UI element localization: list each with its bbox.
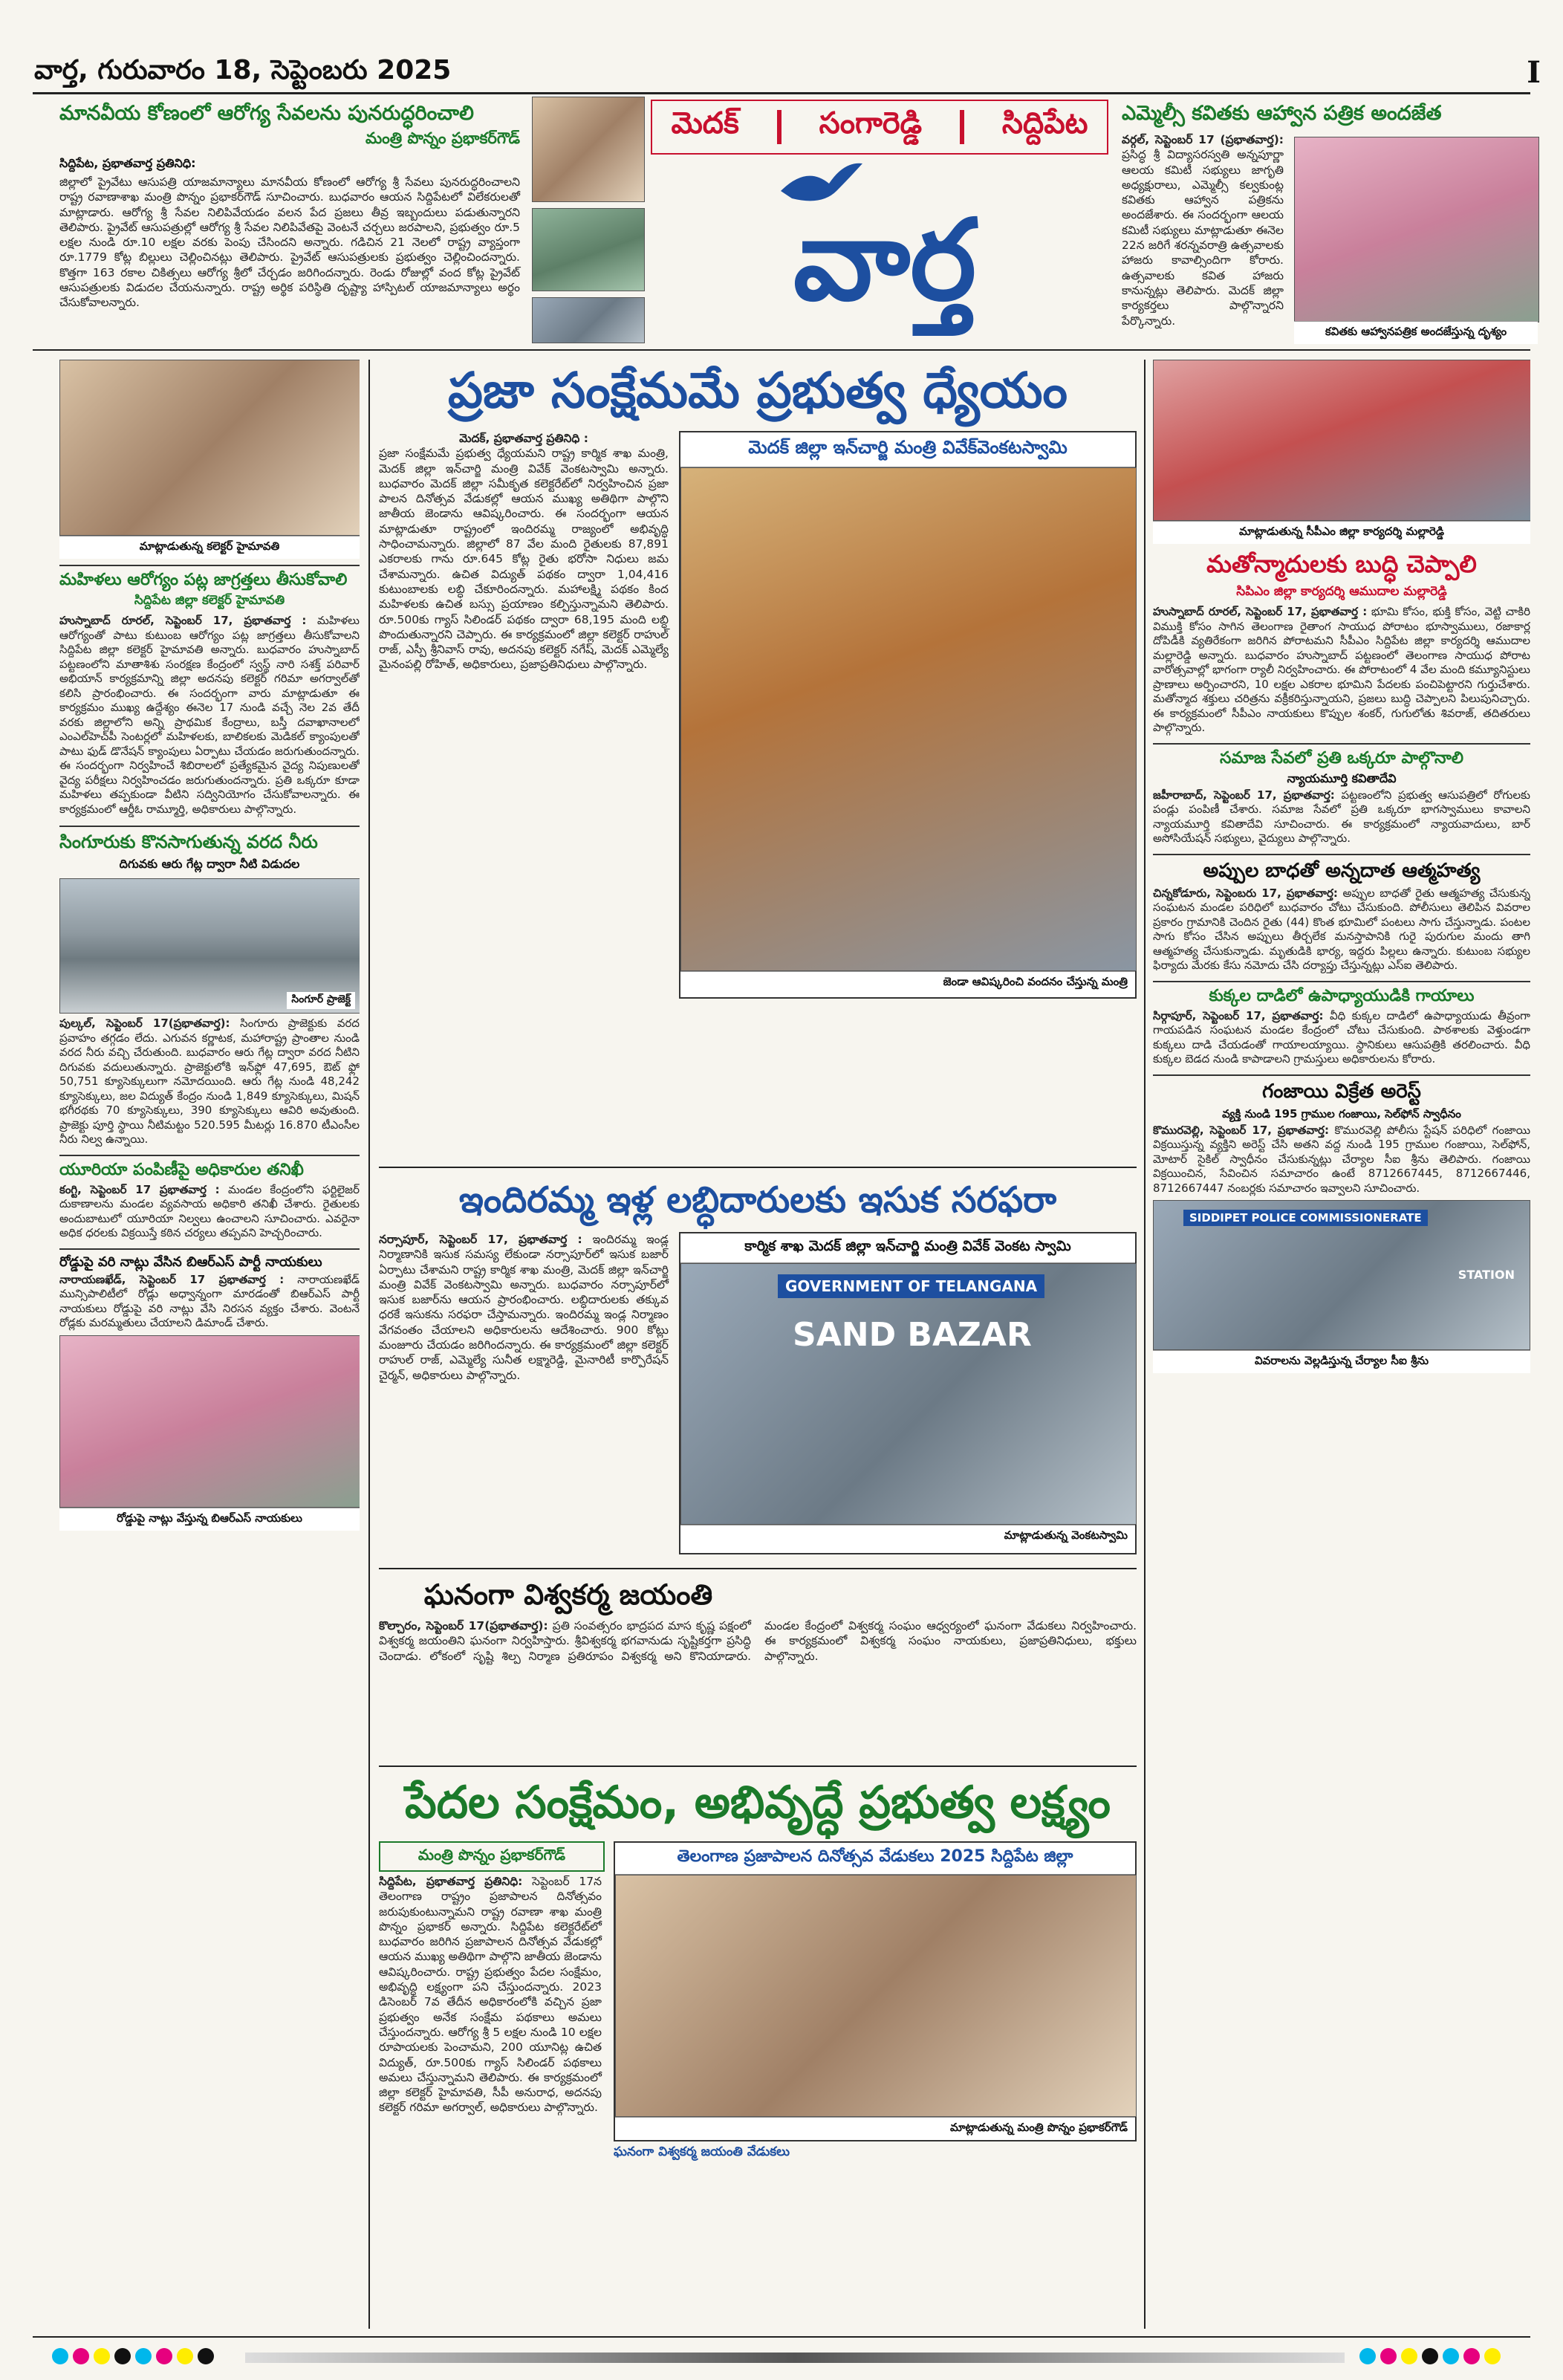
right-story4-dateline: సిర్గాపూర్, సెప్టెంబర్ 17, ప్రభాతవార్త:: [1153, 1008, 1324, 1022]
page-marker: I: [1527, 55, 1541, 90]
masthead-logo: వార్త: [793, 195, 977, 325]
third-subcaption: ఘనంగా విశ్వకర్మ జయంతి వేడుకలు: [614, 2144, 790, 2159]
right-story2-subhead: న్యాయమూర్తి కవితాదేవి: [1287, 771, 1397, 785]
flag-hoisting-photo: [680, 467, 1137, 971]
story3-headline: యూరియా పంపిణీపై అధికారుల తనిఖీ: [59, 1155, 360, 1183]
story1-headline: మహిళలు ఆరోగ్యం పట్ల జాగ్రత్తలు తీసుకోవాలి: [59, 565, 360, 593]
second-photo-banner: కార్మిక శాఖ మెదక్ జిల్లా ఇన్‌చార్జి మంత్రి వివేక్ వెంకట స్వామి: [680, 1233, 1135, 1263]
story4-dateline: నారాయణఖేడ్, సెప్టెంబర్ 17 ప్రభాతవార్త :: [59, 1272, 285, 1286]
right-column-rule: [1144, 360, 1146, 2329]
third-photo-caption: మాట్లాడుతున్న మంత్రి పొన్నం ప్రభాకర్‌గౌడ్: [615, 2117, 1135, 2140]
vishwakarma-story: [379, 1574, 1137, 1760]
third-headline: పేదల సంక్షేమం, అభివృద్ధే ప్రభుత్వ లక్ష్యం: [405, 1777, 1111, 1829]
district-band: [651, 100, 1108, 155]
right-story3-body: అప్పుల బాధతో రైతు ఆత్మహత్య చేసుకున్న సంఘటన మండల పరిధిలో బుధవారం చోటు చేసుకుంది. పోలీసులు తెలిపిన వివరాల ప్రకారం గ్రామానికి చెందిన రైతు (44) కొంత భూమిలో పంటలు సాగు చేస్తున్నాడు. పంటల సాగు కోసం చేసిన అప్పులు తీర్చలేక మనస్తాపానికి గురై పురుగుల మందు తాగి ఆత్మహత్య చేసుకున్నాడు. మృతుడికి భార్య, ఇద్దరు పిల్లలు ఉన్నారు. కుటుంబ సభ్యుల ఫిర్యాదు మేరకు కేసు నమోదు చేసి దర్యాప్తు చేస్తున్నట్లు ఎస్ఐ తెలిపారు.: [1153, 886, 1530, 972]
police-banner: SIDDIPET POLICE COMMISSIONERATE: [1183, 1210, 1428, 1226]
right-story3-headline: అప్పుల బాధతో అన్నదాత ఆత్మహత్య: [1153, 854, 1530, 886]
story2-subhead: దిగువకు ఆరు గేట్ల ద్వారా నీటి విడుదల: [119, 857, 300, 871]
stage-banner: GOVERNMENT OF TELANGANA: [778, 1274, 1044, 1298]
story4-headline: రోడ్డుపై వరి నాట్లు వేసిన బిఆర్ఎస్ పార్టీ నాయకులు: [59, 1248, 360, 1273]
dateline: సిద్దిపేట, ప్రభాతవార్త ప్రతినిధి:: [59, 156, 196, 170]
story3-dateline: కంగ్టి, సెప్టెంబర్ 17 ప్రభాతవార్త :: [59, 1182, 220, 1196]
story1-dateline: హుస్నాబాద్ రూరల్, సెప్టెంబర్ 17, ప్రభాతవార్త :: [59, 614, 307, 627]
second-body: ఇందిరమ్మ ఇండ్ల నిర్మాణానికి ఇసుక సమస్య లేకుండా నర్సాపూర్‌లో ఇసుక బజార్ ఏర్పాటు చేశామని రాష్ట్ర కార్మిక శాఖ మంత్రి, మెదక్ జిల్లా ఇన్‌చార్జి మంత్రి వివేక్ వెంకటస్వామి అన్నారు. బుధవారం నర్సాపూర్‌లో ఇసుక బజార్‌ను ఆయన ప్రారంభించారు. లబ్ధిదారులకు తక్కువ ధరకే ఇసుకను సరఫరా చేస్తామన్నారు. ఇందిరమ్మ ఇండ్ల నిర్మాణం వేగవంతం చేయాలని అధికారులను ఆదేశించారు. 900 కోట్లు మంజూరు చేయడం జరిగిందన్నారు. ఈ కార్యక్రమంలో జిల్లా కలెక్టర్ రాహుల్ రాజ్, ఎమ్మెల్యే సునీత లక్ష్మారెడ్డి, మైనారిటీ కార్పొరేషన్ చైర్మన్, అధికారులు పాల్గొన్నారు.: [379, 1233, 669, 1382]
right-story1-dateline: హుస్నాబాద్ రూరల్, సెప్టెంబర్ 17, ప్రభాతవార్త :: [1153, 605, 1368, 618]
third-photo-banner: తెలంగాణ ప్రజాపాలన దినోత్సవ వేడుకలు 2025 సిద్దిపేట జిల్లా: [615, 1843, 1135, 1875]
right-story2-headline: సమాజ సేవలో ప్రతి ఒక్కరూ పాల్గొనాలి: [1153, 743, 1530, 771]
temple-photo: [532, 97, 645, 202]
story4-body: నారాయణఖేడ్ మున్సిపాలిటీలో రోడ్లు అధ్వాన్నంగా మారడంతో బిఆర్ఎస్ పార్టీ నాయకులు రోడ్డుపై వరి నాట్లు వేసి నిరసన వ్యక్తం చేశారు. వెంటనే రోడ్లకు మరమ్మతులు చేయాలని డిమాండ్ చేశారు.: [59, 1272, 360, 1329]
center-rule-2: [379, 1568, 1137, 1569]
third-subhead: మంత్రి పొన్నం ప్రభాకర్‌గౌడ్: [379, 1841, 605, 1872]
right-story2-body: పట్టణంలోని ప్రభుత్వ ఆసుపత్రిలో రోగులకు పండ్లు పంపిణీ చేశారు. సమాజ సేవలో ప్రతి ఒక్కరూ భాగస్వాములు కావాలని న్యాయమూర్తి కవితాదేవి సూచించారు. ఈ కార్యక్రమంలో న్యాయవాదులు, బార్ అసోసియేషన్ సభ్యులు, వైద్యులు పాల్గొన్నారు.: [1153, 788, 1530, 845]
color-registration-right: [1359, 2348, 1505, 2367]
second-photo-caption: మాట్లాడుతున్న వెంకటస్వామి: [680, 1525, 1135, 1548]
color-registration-left: [52, 2348, 218, 2367]
second-dateline: నర్సాపూర్, సెప్టెంబర్ 17, ప్రభాతవార్త :: [379, 1233, 582, 1246]
right-photo5-caption: వివరాలను వెల్లడిస్తున్న చేర్యాల సీఐ శ్రీను: [1153, 1350, 1530, 1373]
right-story1-subhead: సిపిఎం జిల్లా కార్యదర్శి ఆముదాల మల్లారెడ్డి: [1236, 584, 1447, 599]
footer-rule: [33, 2336, 1530, 2338]
center-rule-3: [379, 1765, 1137, 1767]
vishwakarma-body: ప్రతి సంవత్సరం భాద్రపద మాస కృష్ణ పక్షంలో విశ్వకర్మ జయంతిని ఘనంగా నిర్వహిస్తారు. శ్రీవిశ్వకర్మ భగవానుడు సృష్టికర్తగా ప్రసిద్ధి చెందాడు. లోకంలో సృష్టి శిల్ప నిర్మాణ ప్రతిరూపం విశ్వకర్మ అని కొనియాడారు. మండల కేంద్రంలో విశ్వకర్మ సంఘం ఆధ్వర్యంలో ఘనంగా వేడుకలు నిర్వహించారు. ఈ కార్యక్రమంలో విశ్వకర్మ సంఘం నాయకులు, ప్రజాప్రతినిధులు, భక్తులు పాల్గొన్నారు.: [379, 1619, 1137, 1663]
lead-headline: ప్రజా సంక్షేమమే ప్రభుత్వ ధ్యేయం: [447, 362, 1068, 419]
story2-dateline: పుల్కల్, సెప్టెంబర్ 17(ప్రభాతవార్త):: [59, 1016, 230, 1030]
top-right-story: [1122, 101, 1538, 338]
right-photo1-caption: మాట్లాడుతున్న సీపీఎం జిల్లా కార్యదర్శి మల్లారెడ్డి: [1153, 521, 1530, 544]
story2-body: సింగూరు ప్రాజెక్టుకు వరద ప్రవాహం తగ్గడం లేదు. ఎగువన కర్ణాటక, మహారాష్ట్ర ప్రాంతాల నుండి వరద నీరు వచ్చి చేరుతుంది. బుధవారం ఆరు గేట్ల ద్వారా వరద నీటిని దిగువకు వదులుతున్నారు. ప్రాజెక్టులోకి ఇన్‌ఫ్లో 47,695, ఔట్ ఫ్లో 50,751 క్యూసెక్కులుగా నమోదయింది. ఆరు గేట్ల నుండి 48,242 క్యూసెక్కులు, జల విద్యుత్ కేంద్రం నుండి 1,849 క్యూసెక్కులు, మిషన్ భగీరథకు 70 క్యూసెక్కులు, 390 క్యూసెక్కులు ఆవిరి అవుతుంది. ప్రాజెక్టు పూర్తి స్థాయి నీటిమట్టం 520.595 మీటర్లు 16.870 టీఎంసీల నీరు నిల్వ ఉన్నాయి.: [59, 1016, 360, 1146]
dam-photo-caption: సింగూర్ ప్రాజెక్ట్: [287, 992, 355, 1009]
headline: మానవీయ కోణంలో ఆరోగ్య సేవలను పునరుద్ధరించాలి: [59, 102, 474, 125]
story1-subhead: సిద్దిపేట జిల్లా కలెక్టర్ హైమావతి: [134, 593, 285, 608]
greyscale-bar: [245, 2353, 1345, 2363]
third-body: సెప్టెంబర్ 17న తెలంగాణ రాష్ట్రం ప్రజాపాలన దినోత్సవం జరుపుకుంటున్నామని రాష్ట్ర రవాణా శాఖ మంత్రి పొన్నం ప్రభాకర్ అన్నారు. సిద్దిపేట కలెక్టరేట్‌లో బుధవారం జరిగిన ప్రజాపాలన దినోత్సవ వేడుకల్లో ఆయన ముఖ్య అతిథిగా పాల్గొని జాతీయ జెండాను ఆవిష్కరించారు. రాష్ట్ర ప్రభుత్వం పేదల సంక్షేమం, అభివృద్ధి లక్ష్యంగా పని చేస్తుందన్నారు. 2023 డిసెంబర్ 7వ తేదీన అధికారంలోకి వచ్చిన ప్రజా ప్రభుత్వం అనేక సంక్షేమ పథకాలు అమలు చేస్తుందన్నారు. ఆరోగ్య శ్రీ 5 లక్షల నుండి 10 లక్షల రూపాయలకు పెంచామని, 200 యూనిట్ల ఉచిత విద్యుత్, రూ.500కు గ్యాస్ సిలిండర్ పథకాలు అమలు చేస్తున్నామని తెలిపారు. ఈ కార్యక్రమంలో జిల్లా కలెక్టర్ హైమావతి, సీపీ అనురాధ, అదనపు కలెక్టర్ గరిమా అగర్వాల్, అధికారులు పాల్గొన్నారు.: [379, 1875, 602, 2115]
story2-headline: సింగూరుకు కొనసాగుతున్న వరద నీరు: [59, 826, 360, 857]
third-dateline: సిద్దిపేట, ప్రభాతవార్త ప్రతినిధి:: [379, 1875, 523, 1888]
police-sub: STATION: [1458, 1268, 1515, 1282]
masthead: [532, 97, 1111, 342]
monument-photo: [532, 297, 645, 343]
stage-word: SAND BAZAR: [793, 1316, 1032, 1354]
vishwakarma-headline: ఘనంగా విశ్వకర్మ జయంతి: [423, 1578, 713, 1611]
third-story: [379, 1773, 1137, 2329]
district-medak: మెదక్: [671, 106, 739, 140]
kavitha-photo: [1294, 137, 1539, 322]
story1-body: మహిళలు ఆరోగ్యంతో పాటు కుటుంబ ఆరోగ్యం పట్ల జాగ్రత్తలు తీసుకోవాలని సిద్దిపేట జిల్లా కలెక్టర్ హైమావతి అన్నారు. బుధవారం హుస్నాబాద్ పట్టణంలోని మాతాశిశు సంరక్షణ కేంద్రంలో స్వస్థ్ నారి సశక్త్ పరివార్ అభియాన్ కార్యక్రమాన్ని జిల్లా అదనపు కలెక్టర్ గరిమా అగర్వాల్‌తో కలిసి ప్రారంభించారు. ఈ సందర్భంగా వారు మాట్లాడుతూ ఈ కార్యక్రమం ముఖ్య ఉద్దేశ్యం ఈనెల 17 నుండి వచ్చే నెల 2వ తేదీ వరకు జిల్లాలోని అన్ని ప్రాథమిక కేంద్రాలు, బస్తీ దవాఖానాలలో ఎంఎల్‌హెచ్‌పీ సెంటర్లలో మహిళలకు, బాలికలకు మెడికల్ క్యాంపులతో పాటు ఫుడ్ డొనేషన్ క్యాంపులు ఏర్పాటు చేయడం జరుగుతుందన్నారు. ఈ సందర్భంగా నిర్వహించే శిబిరాలలో ప్రత్యేకమైన వైద్య నిపుణులతో వైద్య పరీక్షలు నిర్వహించడం జరుగుతుందన్నారు. ప్రతి ఒక్కరూ కూడా మహిళలు తప్పకుండా వీటిని సద్వినియోగం చేసుకోవాలన్నారు. ఈ కార్యక్రమంలో ఆర్డీఓ రామ్మూర్తి, అధికారులు పాల్గొన్నారు.: [59, 614, 360, 816]
lead-story: [379, 360, 1137, 1162]
story3-body: మండల కేంద్రంలోని ఫర్టిలైజర్ దుకాణాలను మండల వ్యవసాయ అధికారి తనిఖీ చేశారు. రైతులకు అందుబాటులో యూరియా నిల్వలు ఉంచాలని సూచించారు. ఎవరైనా అధిక ధరలకు విక్రయిస్తే కఠిన చర్యలు తప్పవని హెచ్చరించారు.: [59, 1182, 360, 1239]
body: ప్రసిద్ధ శ్రీ విద్యాసరస్వతి అన్నపూర్ణా ఆలయ కమిటీ సభ్యులు జాగృతి అధ్యక్షురాలు, ఎమ్మెల్సీ కల్వకుంట్ల కవితకు ఆహ్వాన పత్రికను అందజేశారు. ఈ సందర్భంగా ఆలయ కమిటీ సభ్యులు మాట్లాడుతూ ఈనెల 22న జరిగే శరన్నవరాత్రి ఉత్సవాలకు హాజరు కావాల్సిందిగా కోరారు. ఉత్సవాలకు కవిత హాజరు కానున్నట్లు తెలిపారు. మెదక్ జిల్లా కార్యకర్తలు పాల్గొన్నారని పేర్కొన్నారు.: [1122, 148, 1284, 328]
right-story5-dateline: కొమురవెల్లి, సెప్టెంబర్ 17, ప్రభాతవార్త:: [1153, 1123, 1329, 1137]
photo-caption: కవితకు ఆహ్వానపత్రిక అందజేస్తున్న దృశ్యం: [1294, 321, 1538, 344]
dateline: వర్గల్, సెప్టెంబర్ 17 (ప్రభాతవార్త):: [1122, 133, 1284, 146]
lead-photo-box: [679, 431, 1137, 999]
top-left-story: [59, 101, 520, 311]
top-band-rule: [33, 349, 1530, 351]
second-story: [379, 1174, 1137, 1560]
third-photo-box: [614, 1841, 1137, 2141]
right-story5-headline: గంజాయి విక్రేత అరెస్ట్: [1153, 1074, 1530, 1107]
right-column: [1153, 360, 1530, 2329]
left-column-rule: [368, 360, 370, 2329]
header-rule: [33, 92, 1530, 94]
district-sangareddy: సంగారెడ్డి: [819, 106, 923, 140]
right-story4-headline: కుక్కల దాడిలో ఉపాధ్యాయుడికి గాయాలు: [1153, 981, 1530, 1009]
collector-photo: [59, 360, 360, 536]
story4-photo-caption: రోడ్డుపై నాట్లు వేస్తున్న బిఆర్ఎస్ నాయకులు: [59, 1508, 360, 1531]
date-line: వార్త, గురువారం 18, సెప్టెంబరు 2025: [34, 55, 452, 85]
subhead: మంత్రి పొన్నం ప్రభాకర్‌గౌడ్: [365, 129, 520, 147]
right-story2-dateline: జహీరాబాద్, సెప్టెంబర్ 17, ప్రభాతవార్త:: [1153, 788, 1335, 802]
right-story5-subhead: వ్యక్తి నుండి 195 గ్రాముల గంజాయి, సెల్‌ఫోన్ స్వాధీనం: [1222, 1106, 1461, 1121]
paddy-protest-photo: [59, 1335, 360, 1508]
cpm-rally-photo: [1153, 360, 1530, 521]
right-story1-body: భూమి కోసం, భుక్తి కోసం, వెట్టి చాకిరి విముక్తి కోసం సాగిన తెలంగాణ రైతాంగ సాయుధ పోరాటం భూస్వాములు, రజాకార్ల దోపిడీకి వ్యతిరేకంగా జరిగిన పోరాటమని సీపీఎం సిద్దిపేట జిల్లా కార్యదర్శి ఆముదాల మల్లారెడ్డి అన్నారు. బుధవారం హుస్నాబాద్ పట్టణంలో తెలంగాణ సాయుధ పోరాట వారోత్సవాల్లో భాగంగా ర్యాలీ నిర్వహించారు. ఈ పోరాటంలో 4 వేల మంది కమ్యూనిస్టులు ప్రాణాలు అర్పించారని, 10 లక్షల ఎకరాల భూమిని పేదలకు పంచిపెట్టారని గుర్తుచేశారు. మతోన్మాద శక్తులు చరిత్రను వక్రీకరిస్తున్నాయని, ప్రజలు బుద్ధి చెప్పాలని పిలుపునిచ్చారు. ఈ కార్యక్రమంలో సీపీఎం నాయకులు కొప్పుల శంకర్, గుగులోతు శివరాజ్, తదితరులు పాల్గొన్నారు.: [1153, 605, 1530, 734]
vishwakarma-dateline: కొల్చారం, సెప్టెంబర్ 17(ప్రభాతవార్త):: [379, 1619, 548, 1632]
photo1-caption: మాట్లాడుతున్న కలెక్టర్ హైమావతి: [59, 536, 360, 559]
siddipet-stage-photo: [615, 1875, 1137, 2117]
district-siddipet: సిద్దిపేట: [1001, 106, 1088, 140]
lead-dateline: మెదక్, ప్రభాతవార్త ప్రతినిధి :: [459, 432, 588, 445]
sand-bazar-photo: [680, 1263, 1137, 1525]
right-story5-body: కొమురవెల్లి పోలీసు స్టేషన్ పరిధిలో గంజాయి విక్రయిస్తున్న వ్యక్తిని అరెస్ట్ చేసి అతని వద్ద నుండి 195 గ్రాముల గంజాయి, సెల్‌ఫోన్, మోటార్ సైకిల్ స్వాధీనం చేసుకున్నట్లు చేర్యాల సీఐ శ్రీను తెలిపారు. గంజాయి విక్రయించిన, సేవించిన సమాచారం ఉంటే 8712667445, 8712667446, 8712667447 నంబర్లకు సమాచారం ఇవ్వాలని సూచించారు.: [1153, 1123, 1530, 1195]
second-headline: ఇందిరమ్మ ఇళ్ల లబ్ధిదారులకు ఇసుక సరఫరా: [458, 1179, 1057, 1221]
lead-photo-caption: జెండా ఆవిష్కరించి వందనం చేస్తున్న మంత్రి: [680, 971, 1135, 994]
body: జిల్లాలో ప్రైవేటు ఆసుపత్రి యాజమాన్యాలు మానవీయ కోణంలో ఆరోగ్య శ్రీ సేవలు పునరుద్ధరించాలని రాష్ట్ర రవాణాశాఖ మంత్రి పొన్నం ప్రభాకర్‌గౌడ్ సూచించారు. బుధవారం ఆయన సిద్దిపేటలో విలేకరులతో మాట్లాడారు. ఆరోగ్య శ్రీ సేవల నిలిపివేయడం వలన పేద ప్రజలు తీవ్ర ఇబ్బందులు పడుతున్నారని తెలిపారు. ప్రైవేట్ ఆసుపత్రుల్లో ఆరోగ్య శ్రీ సేవల నిలిపివేతపై వెంటనే చర్చలు జరపాలని, ప్రభుత్వం రూ.5 లక్షల నుండి రూ.10 లక్షల వరకు పెంపు చేసిందని అన్నారు. గడిచిన 21 నెలలో రాష్ట్ర వ్యాప్తంగా రూ.1779 కోట్ల బిల్లులు చెల్లించినట్లు తెలిపారు. ప్రైవేట్ ఆసుపత్రులకు ప్రభుత్వం చెల్లించిందన్నారు. కొత్తగా 163 రకాల చికిత్సలు ఆరోగ్య శ్రీలో చేర్చడం జరిగిందన్నారు. రెండు రోజుల్లో వంద కోట్ల ప్రైవేట్ ఆసుపత్రులకు విడుదల చేయనున్నారు. రాష్ట్ర అర్థిక పరిస్థితి దృష్ట్యా హాస్పిటల్ యాజమాన్యాలు అర్థం చేసుకోవాలన్నారు.: [59, 175, 520, 310]
left-column: [59, 360, 360, 2329]
lead-body: ప్రజా సంక్షేమమే ప్రభుత్వ ధ్యేయమని రాష్ట్ర కార్మిక శాఖ మంత్రి, మెదక్ జిల్లా ఇన్‌చార్జి మంత్రి వివేక్ వెంకటస్వామి అన్నారు. బుధవారం మెదక్ జిల్లా సమీకృత కలెక్టరేట్‌లో నిర్వహించిన ప్రజా పాలన దినోత్సవ వేడుకల్లో ఆయన ముఖ్య అతిథిగా పాల్గొని జాతీయ జెండాను ఆవిష్కరించారు. ఈ సందర్భంగా ఆయన మాట్లాడుతూ రాష్ట్రంలో ఇందిరమ్మ రాజ్యంలో అభివృద్ధి సాధించామన్నారు. జిల్లాలో 87 వేల మంది రైతులకు 87,891 ఎకరాలకు గాను రూ.645 కోట్ల రైతు భరోసా నిధులు జమ చేశామన్నారు. ఉచిత విద్యుత్ పథకం ద్వారా 1,04,416 కుటుంబాలకు లబ్ధి చేకూరిందన్నారు. మహాలక్ష్మి పథకం కింద మహిళలకు ఉచిత బస్సు ప్రయాణం కల్పిస్తున్నామని తెలిపారు. రూ.500కు గ్యాస్ సిలిండర్ పథకం ద్వారా 68,195 మంది లబ్ధి పొందుతున్నారని చెప్పారు. ఈ కార్యక్రమంలో జిల్లా కలెక్టర్ రాహుల్ రాజ్, ఎస్పీ శ్రీనివాస్ రావు, అదనపు కలెక్టర్ నగేష్, మెదక్ ఎమ్మెల్యే మైనంపల్లి రోహిత్, అధికారులు, ప్రజాప్రతినిధులు పాల్గొన్నారు.: [379, 447, 669, 672]
right-story3-dateline: చిన్నకోడూరు, సెప్టెంబరు 17, ప్రభాతవార్త:: [1153, 886, 1338, 900]
center-rule-1: [379, 1167, 1137, 1168]
lead-photo-banner: మెదక్ జిల్లా ఇన్‌చార్జి మంత్రి వివేక్‌వెంకటస్వామి: [680, 432, 1135, 467]
right-story4-body: వీధి కుక్కల దాడిలో ఉపాధ్యాయుడు తీవ్రంగా గాయపడిన సంఘటన మండల కేంద్రంలో చోటు చేసుకుంది. పాఠశాలకు వెళ్తుండగా కుక్కలు దాడి చేయడంతో గాయాలయ్యాయి. స్థానికులు ఆసుపత్రికి తరలించారు. వీధి కుక్కల బెడద నుండి కాపాడాలని గ్రామస్తులు అధికారులను కోరారు.: [1153, 1008, 1530, 1066]
headline: ఎమ్మెల్సీ కవితకు ఆహ్వాన పత్రిక అందజేత: [1122, 102, 1442, 125]
right-story1-headline: మతోన్మాదులకు బుద్ధి చెప్పాలి: [1206, 550, 1477, 578]
second-photo-box: [679, 1232, 1137, 1554]
garden-photo: [532, 208, 645, 291]
